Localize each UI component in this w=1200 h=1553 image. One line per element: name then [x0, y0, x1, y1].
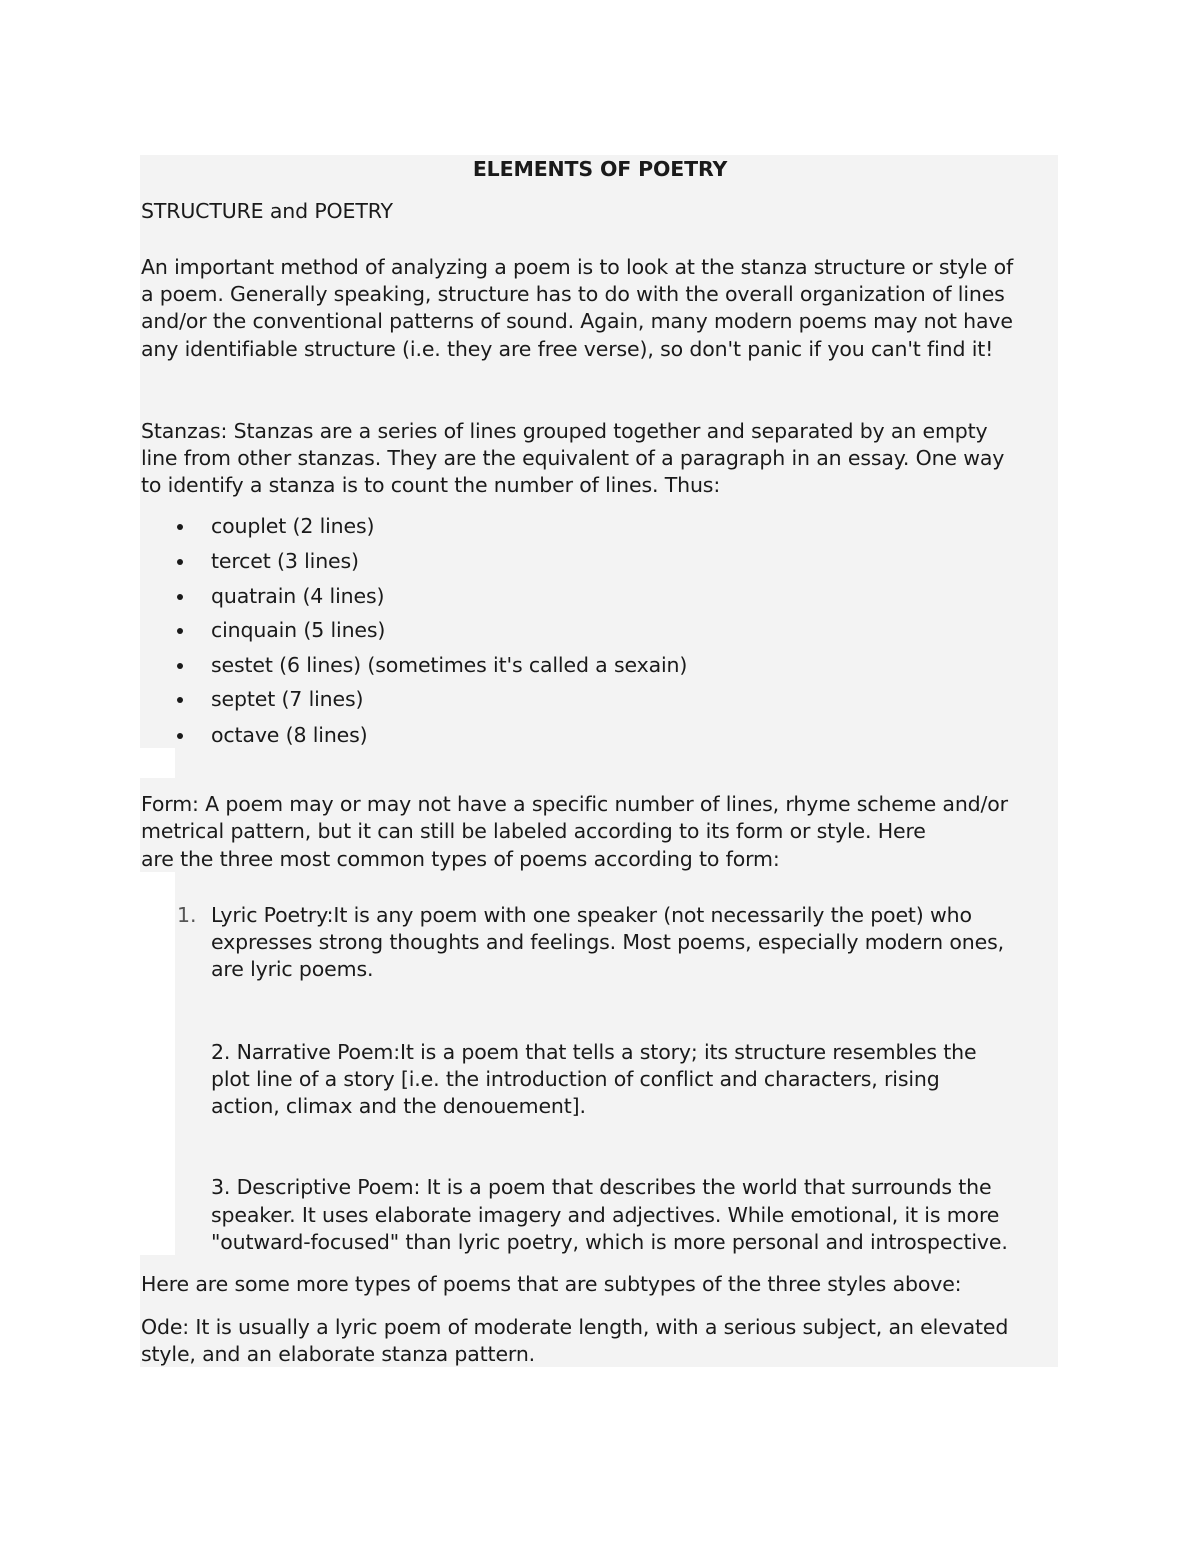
- paragraph-line: a poem. Generally speaking, structure has to do with the overall organization of lines: [141, 282, 1005, 306]
- list-item-line: plot line of a story [i.e. the introduction of conflict and characters, rising: [211, 1067, 940, 1091]
- bullet-icon: [177, 733, 183, 739]
- list-item-line: Lyric Poetry:It is any poem with one speaker (not necessarily the poet) who: [211, 903, 972, 927]
- bullet-icon: [177, 697, 183, 703]
- list-item: tercet (3 lines): [211, 549, 359, 573]
- page-title: ELEMENTS OF POETRY: [472, 157, 728, 181]
- list-item: couplet (2 lines): [211, 514, 375, 538]
- paragraph-line: Stanzas: Stanzas are a series of lines grouped together and separated by an empty: [141, 419, 988, 443]
- bullet-icon: [177, 628, 183, 634]
- bullet-icon: [177, 559, 183, 565]
- paragraph-line: are the three most common types of poems according to form:: [141, 847, 780, 871]
- paragraph-line: Form: A poem may or may not have a specific number of lines, rhyme scheme and/or: [141, 792, 1008, 816]
- paragraph-line: Ode: It is usually a lyric poem of moderate length, with a serious subject, an elevated: [141, 1315, 1009, 1339]
- bullet-icon: [177, 524, 183, 530]
- paragraph-line: to identify a stanza is to count the number of lines. Thus:: [141, 473, 721, 497]
- list-item-line: expresses strong thoughts and feelings. Most poems, especially modern ones,: [211, 930, 1004, 954]
- paragraph-line: An important method of analyzing a poem is to look at the stanza structure or style of: [141, 255, 1014, 279]
- section-heading: STRUCTURE and POETRY: [141, 199, 393, 223]
- list-item: sestet (6 lines) (sometimes it's called a sexain): [211, 653, 688, 677]
- bullet-icon: [177, 594, 183, 600]
- subtypes-intro: Here are some more types of poems that are subtypes of the three styles above:: [141, 1272, 962, 1296]
- list-item-line: "outward-focused" than lyric poetry, which is more personal and introspective.: [211, 1230, 1008, 1254]
- list-item: octave (8 lines): [211, 723, 368, 747]
- paragraph-line: and/or the conventional patterns of sound. Again, many modern poems may not have: [141, 309, 1013, 333]
- shaded-block-bullets-gutter: [175, 748, 1058, 778]
- list-item-line: are lyric poems.: [211, 957, 374, 981]
- paragraph-line: metrical pattern, but it can still be labeled according to its form or style. Here: [141, 819, 926, 843]
- paragraph-line: style, and an elaborate stanza pattern.: [141, 1342, 536, 1366]
- list-item-line: speaker. It uses elaborate imagery and adjectives. While emotional, it is more: [211, 1203, 1000, 1227]
- list-item-line: action, climax and the denouement].: [211, 1094, 586, 1118]
- list-item: quatrain (4 lines): [211, 584, 385, 608]
- paragraph-line: line from other stanzas. They are the equivalent of a paragraph in an essay. One way: [141, 446, 1005, 470]
- list-number: 1.: [177, 903, 197, 927]
- list-item: cinquain (5 lines): [211, 618, 386, 642]
- paragraph-line: any identifiable structure (i.e. they are free verse), so don't panic if you can't find it!: [141, 337, 994, 361]
- list-item: septet (7 lines): [211, 687, 364, 711]
- list-item-line: 2. Narrative Poem:It is a poem that tells a story; its structure resembles the: [211, 1040, 977, 1064]
- list-item-line: 3. Descriptive Poem: It is a poem that describes the world that surrounds the: [211, 1175, 992, 1199]
- bullet-icon: [177, 663, 183, 669]
